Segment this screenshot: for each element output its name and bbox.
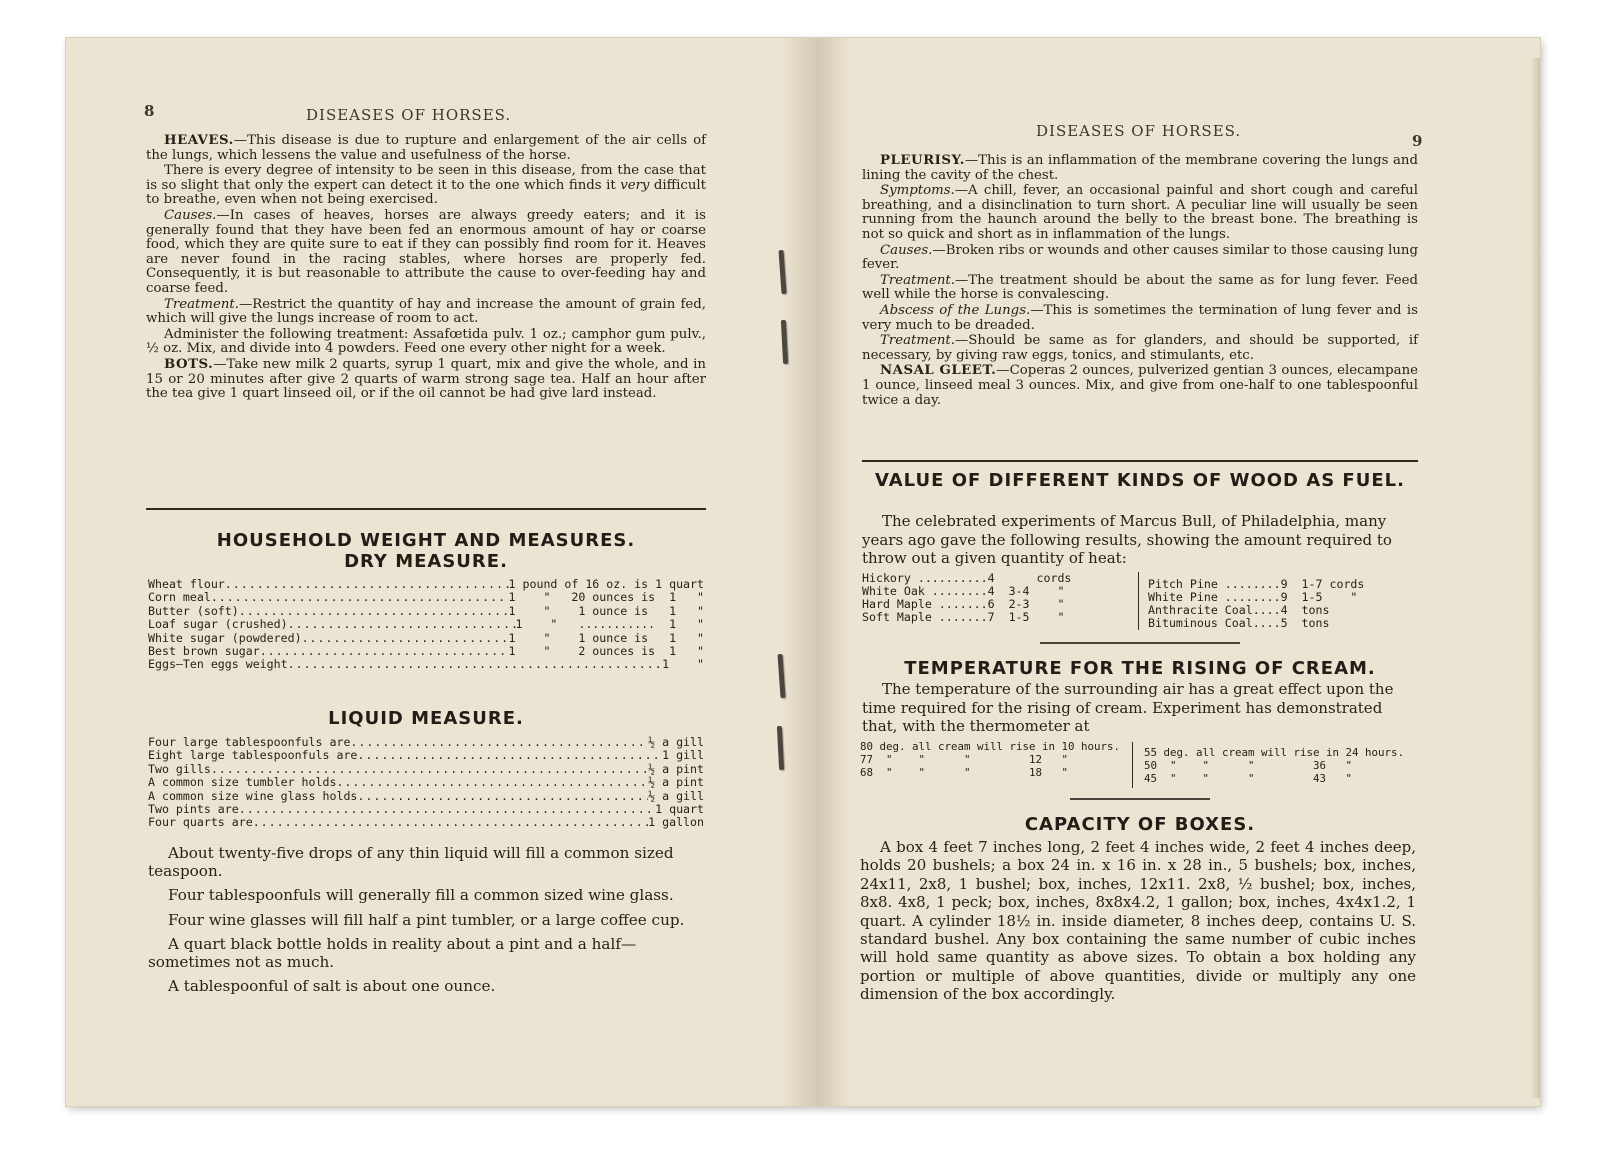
liquid-measure-row-item: A common size wine glass holds bbox=[148, 788, 358, 803]
cream-table-left bbox=[860, 740, 1128, 779]
cream-table-right bbox=[1144, 746, 1420, 785]
table-divider bbox=[1132, 742, 1133, 788]
dot-leader bbox=[357, 749, 662, 762]
treatment2-text: —Should be same as for glanders, and should be supported, if necessary, by giving raw eggs, tonics, and stimulants, etc. bbox=[862, 333, 1418, 363]
dry-measure-row-value: 1 " 20 ounces is 1 " bbox=[508, 590, 704, 605]
section-rule bbox=[146, 508, 706, 510]
liquid-measure-row-value: 1 gill bbox=[662, 748, 704, 763]
right-page bbox=[860, 38, 1486, 1106]
dry-measure-table bbox=[148, 578, 704, 672]
wood-row: Pitch Pine ........9 1-7 cords bbox=[1148, 577, 1365, 591]
liquid-note: A quart black bottle holds in reality about a pint and a half—sometimes not as much. bbox=[148, 934, 637, 972]
causes-text: —In cases of heaves, horses are always greedy eaters; and it is generally found that they have been fed an enormous amount of hay or coarse food, which they are quite sure to eat if they can possibly find room for it. Heaves are never found in the racing stables, where horses are properly fed. Consequently, it is but reasonable to attribute the cause to over-feeding hay and coarse feed. bbox=[146, 207, 706, 296]
dot-leader bbox=[239, 803, 655, 816]
liquid-measure-row bbox=[148, 749, 704, 762]
cream-row: 77 " " " 12 " bbox=[860, 753, 1069, 766]
dry-measure-title: DRY MEASURE. bbox=[344, 551, 508, 572]
dry-measure-row-value: 1 " ........... 1 " bbox=[515, 617, 704, 632]
wood-row: Soft Maple .......7 1-5 " bbox=[862, 610, 1065, 624]
dry-measure-row bbox=[148, 658, 704, 671]
binding-gutter bbox=[781, 38, 851, 1106]
liquid-measure-row-item: Eight large tablespoonfuls are bbox=[148, 748, 358, 763]
pleurisy-section bbox=[862, 154, 1418, 409]
liquid-note: Four wine glasses will fill half a pint tumbler, or a large coffee cup. bbox=[168, 910, 685, 929]
liquid-measure-row bbox=[148, 736, 704, 749]
liquid-measure-row bbox=[148, 790, 704, 803]
short-rule bbox=[1070, 798, 1210, 800]
cream-row: 80 deg. all cream will rise in 10 hours. bbox=[860, 740, 1121, 753]
liquid-measure-row-item: Four quarts are bbox=[148, 815, 253, 830]
dot-leader bbox=[350, 736, 648, 749]
dot-leader bbox=[288, 618, 516, 631]
boxes-section bbox=[860, 838, 1416, 1010]
dry-measure-row-item: Butter (soft) bbox=[148, 603, 239, 618]
dot-leader bbox=[253, 816, 648, 829]
dry-measure-row bbox=[148, 605, 704, 618]
dot-leader bbox=[357, 790, 648, 803]
symptoms-label: Symptoms. bbox=[880, 183, 955, 199]
dry-measure-row-value: 1 " bbox=[662, 657, 704, 672]
section-rule bbox=[862, 460, 1418, 462]
left-page bbox=[140, 38, 776, 1106]
dry-measure-row bbox=[148, 632, 704, 645]
treatment-label: Treatment. bbox=[164, 296, 239, 312]
cream-title: TEMPERATURE FOR THE RISING OF CREAM. bbox=[904, 658, 1376, 679]
dot-leader bbox=[302, 632, 509, 645]
liquid-measure-row bbox=[148, 803, 704, 816]
treatment-text: —The treatment should be about the same as for lung fever. Feed well while the horse is convalescing. bbox=[862, 272, 1418, 303]
heaves-section bbox=[146, 134, 706, 403]
pleurisy-title: PLEURISY. bbox=[880, 153, 965, 168]
administer-text: Administer the following treatment: Assafœtida pulv. 1 oz.; camphor gum pulv., ½ oz. Mix, and divide into 4 powders. Feed one every other night for a week. bbox=[146, 326, 706, 357]
liquid-measure-row-item: A common size tumbler holds bbox=[148, 775, 337, 790]
dry-measure-row-item: Loaf sugar (crushed) bbox=[148, 617, 288, 632]
cream-row: 68 " " " 18 " bbox=[860, 766, 1069, 779]
causes-label: Causes. bbox=[164, 207, 217, 223]
wood-row: Bituminous Coal....5 tons bbox=[1148, 616, 1330, 630]
dot-leader bbox=[211, 591, 509, 604]
wood-row: Hard Maple .......6 2-3 " bbox=[862, 597, 1065, 611]
liquid-measure-table bbox=[148, 736, 704, 830]
liquid-measure-row bbox=[148, 763, 704, 776]
boxes-title: CAPACITY OF BOXES. bbox=[1024, 814, 1256, 835]
cream-intro-text: The temperature of the surrounding air has a great effect upon the time required for the rising of cream. Experiment has demonstrated that, with the thermometer at bbox=[862, 680, 1394, 735]
running-head: DISEASES OF HORSES. bbox=[306, 106, 512, 124]
dot-leader bbox=[260, 645, 509, 658]
dot-leader bbox=[211, 763, 648, 776]
treatment2-label: Treatment. bbox=[880, 333, 955, 349]
dot-leader bbox=[239, 605, 509, 618]
dry-measure-row-item: Wheat flour bbox=[148, 577, 225, 591]
liquid-measure-row-item: Two gills bbox=[148, 761, 211, 776]
pleurisy-text: —This is an inflammation of the membrane covering the lungs and lining the cavity of the chest. bbox=[862, 153, 1418, 183]
liquid-measure-title: LIQUID MEASURE. bbox=[328, 708, 524, 729]
table-divider bbox=[1138, 572, 1139, 630]
treatment-label: Treatment. bbox=[880, 272, 955, 288]
cream-row: 50 " " " 36 " bbox=[1144, 759, 1353, 772]
dry-measure-row-value: 1 " 2 ounces is 1 " bbox=[508, 644, 704, 659]
symptoms-text: —A chill, fever, an occasional painful and short cough and careful breathing, and a disinclination to turn short. A peculiar line will usually be seen running from the haunch around the belly to the breast bone. The breathing is not so quick and short as in inflammation of the lungs. bbox=[862, 183, 1418, 242]
bots-text: —Take new milk 2 quarts, syrup 1 quart, mix and give the whole, and in 15 or 20 minutes after give 2 quarts of warm strong sage tea. Half an hour after the tea give 1 quart linseed oil, or if the oil cannot be had give lard instead. bbox=[146, 356, 706, 402]
wood-row: Hickory ..........4 cords bbox=[862, 571, 1072, 585]
liquid-measure-row-value: ½ a gill bbox=[648, 735, 704, 749]
boxes-text: A box 4 feet 7 inches long, 2 feet 4 inches wide, 2 feet 4 inches deep, holds 20 bushels; a box 24 in. x 16 in. x 28 in., 5 bushels; box, inches, 24x11, 2x8, 1 bushel; box, inches, 12x11. 2x8, ½ bushel; box, inches, 8x8. 4x8, 1 peck; box, inches, 8x8x4.2, 1 gallon; box, inches, 4x4x1.2, 1 quart. A cylinder 18½ in. inside diameter, 8 inches deep, contains U. S. standard bushel. Any box containing the same number of cubic inches will hold same quantity as above sizes. To obtain a box holding any portion or multiple of above quantities, divide or multiply any one dimension of the box accordingly. bbox=[860, 838, 1416, 1004]
cream-intro bbox=[862, 680, 1418, 742]
page-number: 8 bbox=[144, 102, 155, 120]
cream-row: 55 deg. all cream will rise in 24 hours. bbox=[1144, 746, 1405, 759]
dot-leader bbox=[225, 578, 509, 591]
wood-row: White Oak ........4 3-4 " bbox=[862, 584, 1065, 598]
liquid-measure-row-value: 1 quart bbox=[655, 802, 704, 817]
dry-measure-row-value: 1 " 1 ounce is 1 " bbox=[508, 603, 704, 618]
wood-row: White Pine ........9 1-5 " bbox=[1148, 590, 1358, 604]
heaves-intensity-em: very bbox=[620, 177, 650, 193]
treatment-text: —Restrict the quantity of hay and increase the amount of grain fed, which will give the lungs increase of room to act. bbox=[146, 296, 706, 327]
dry-measure-row-item: Corn meal bbox=[148, 590, 211, 605]
liquid-measure-row-value: ½ a pint bbox=[648, 775, 704, 790]
wood-fuel-title: VALUE OF DIFFERENT KINDS OF WOOD AS FUEL. bbox=[875, 470, 1405, 491]
heaves-intensity-b: difficult to breathe, even when not being exercised. bbox=[146, 177, 706, 208]
wood-intro-text: The celebrated experiments of Marcus Bull, of Philadelphia, many years ago gave the following results, showing the amount required to throw out a given quantity of heat: bbox=[862, 512, 1392, 567]
wood-table-right bbox=[1148, 578, 1418, 630]
nasal-gleet-text: —Coperas 2 ounces, pulverized gentian 3 ounces, elecampane 1 ounce, linseed meal 3 ounces. Mix, and give from one-half to one tablespoonful twice a day. bbox=[862, 363, 1419, 408]
dry-measure-row bbox=[148, 591, 704, 604]
liquid-note: A tablespoonful of salt is about one ounce. bbox=[168, 977, 496, 996]
dry-measure-row bbox=[148, 578, 704, 591]
liquid-measure-row-value: ½ a gill bbox=[648, 788, 704, 803]
household-title: HOUSEHOLD WEIGHT AND MEASURES. bbox=[216, 530, 636, 551]
page-number: 9 bbox=[1412, 132, 1423, 150]
wood-intro bbox=[862, 512, 1418, 574]
liquid-measure-row bbox=[148, 816, 704, 829]
wood-row: Anthracite Coal....4 tons bbox=[1148, 603, 1330, 617]
heaves-text: —This disease is due to rupture and enlargement of the air cells of the lungs, which lessens the value and usefulness of the horse. bbox=[146, 133, 706, 163]
dry-measure-row-value: 1 " 1 ounce is 1 " bbox=[508, 630, 704, 645]
open-booklet bbox=[66, 38, 1540, 1106]
cream-row: 45 " " " 43 " bbox=[1144, 772, 1353, 785]
liquid-measure-row bbox=[148, 776, 704, 789]
heaves-intensity-a: There is every degree of intensity to be seen in this disease, from the case that is so slight that only the expert can detect it to the one which finds it bbox=[146, 163, 706, 193]
abscess-text: —This is sometimes the termination of lung fever and is very much to be dreaded. bbox=[862, 302, 1418, 333]
dot-leader bbox=[336, 776, 648, 789]
liquid-measure-row-item: Two pints are bbox=[148, 802, 239, 817]
heaves-title: HEAVES. bbox=[164, 133, 234, 148]
dry-measure-row-item: White sugar (powdered) bbox=[148, 630, 302, 645]
dry-measure-row bbox=[148, 618, 704, 631]
dry-measure-row-item: Eggs—Ten eggs weight bbox=[148, 657, 288, 672]
abscess-label: Abscess of the Lungs. bbox=[880, 302, 1031, 318]
causes-label: Causes. bbox=[880, 242, 933, 258]
liquid-measure-row-item: Four large tablespoonfuls are bbox=[148, 735, 351, 749]
nasal-gleet-title: NASAL GLEET. bbox=[880, 363, 997, 379]
page-edge bbox=[1532, 58, 1540, 1098]
causes-text: —Broken ribs or wounds and other causes similar to those causing lung fever. bbox=[862, 242, 1418, 273]
liquid-measure-row-value: 1 gallon bbox=[648, 815, 704, 830]
liquid-note: Four tablespoonfuls will generally fill a common sized wine glass. bbox=[168, 886, 674, 905]
dry-measure-row-value: 1 pound of 16 oz. is 1 quart bbox=[508, 577, 704, 591]
liquid-notes bbox=[148, 844, 704, 1001]
wood-table-left bbox=[862, 572, 1128, 624]
bots-title: BOTS. bbox=[164, 356, 214, 372]
short-rule bbox=[1040, 642, 1240, 644]
dry-measure-row-item: Best brown sugar bbox=[148, 644, 260, 659]
dot-leader bbox=[288, 658, 663, 671]
dry-measure-row bbox=[148, 645, 704, 658]
running-head: DISEASES OF HORSES. bbox=[1036, 122, 1242, 140]
liquid-note: About twenty-five drops of any thin liquid will fill a common sized teaspoon. bbox=[148, 844, 674, 881]
liquid-measure-row-value: ½ a pint bbox=[648, 761, 704, 776]
